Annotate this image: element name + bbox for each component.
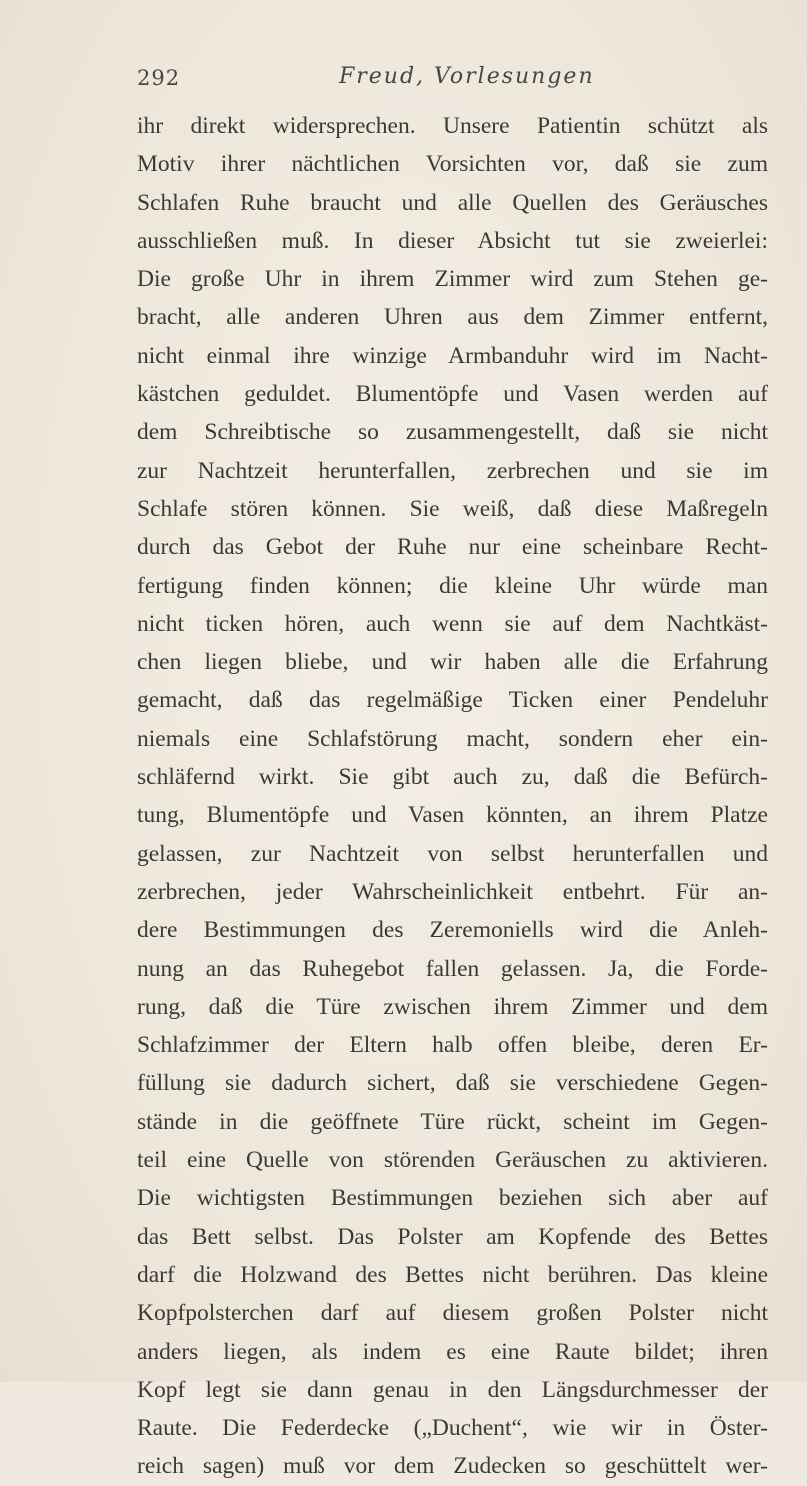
page-header (137, 62, 777, 102)
text-line: zerbrechen, jeder Wahrscheinlichkeit entbehrt. Für an- (137, 878, 768, 905)
text-line: nung an das Ruhegebot fallen gelassen. Ja, die Forde- (137, 955, 768, 982)
text-line: darf die Holzwand des Bettes nicht berühren. Das kleine (137, 1261, 768, 1288)
body-text (137, 107, 768, 1486)
text-line: ausschließen muß. In dieser Absicht tut sie zweierlei: (137, 227, 768, 254)
text-line: dem Schreibtische so zusammengestellt, daß sie nicht (137, 419, 768, 446)
text-line: das Bett selbst. Das Polster am Kopfende des Bettes (137, 1223, 768, 1250)
text-line: Kopfpolsterchen darf auf diesem großen Polster nicht (137, 1300, 768, 1327)
text-line: Die wichtigsten Bestimmungen beziehen sich aber auf (137, 1185, 768, 1212)
running-head: Freud, Vorlesungen (339, 64, 595, 89)
text-line: durch das Gebot der Ruhe nur eine scheinbare Recht- (137, 534, 768, 561)
text-line: reich sagen) muß vor dem Zudecken so geschüttelt wer- (137, 1453, 768, 1480)
text-line: gemacht, daß das regelmäßige Ticken einer Pendeluhr (137, 687, 768, 714)
text-line: stände in die geöffnete Türe rückt, scheint im Gegen- (137, 1108, 768, 1135)
page-number: 292 (137, 66, 181, 90)
text-line: Motiv ihrer nächtlichen Vorsichten vor, daß sie zum (137, 151, 768, 178)
text-line: anders liegen, als indem es eine Raute bildet; ihren (137, 1338, 768, 1365)
text-line: nicht ticken hören, auch wenn sie auf dem Nachtkäst- (137, 610, 768, 637)
text-line: zur Nachtzeit herunterfallen, zerbrechen und sie im (137, 457, 768, 484)
text-line: kästchen geduldet. Blumentöpfe und Vasen werden auf (137, 381, 768, 408)
text-line: Raute. Die Federdecke („Duchent“, wie wir in Öster- (137, 1415, 768, 1442)
text-line: Schlafzimmer der Eltern halb offen bleibe, deren Er- (137, 1032, 768, 1059)
text-line: niemals eine Schlafstörung macht, sondern eher ein- (137, 725, 768, 752)
text-line: teil eine Quelle von störenden Geräuschen zu aktivieren. (137, 1147, 768, 1174)
text-line: dere Bestimmungen des Zeremoniells wird die Anleh- (137, 917, 768, 944)
text-line: schläfernd wirkt. Sie gibt auch zu, daß die Befürch- (137, 764, 768, 791)
text-line: Die große Uhr in ihrem Zimmer wird zum Stehen ge- (137, 266, 768, 293)
text-line: tung, Blumentöpfe und Vasen könnten, an ihrem Platze (137, 802, 768, 829)
text-line: Schlafe stören können. Sie weiß, daß diese Maßregeln (137, 495, 768, 522)
text-line: fertigung finden können; die kleine Uhr würde man (137, 572, 768, 599)
text-line: ihr direkt widersprechen. Unsere Patientin schützt als (137, 113, 768, 139)
text-line: füllung sie dadurch sichert, daß sie verschiedene Gegen- (137, 1070, 768, 1097)
text-line: chen liegen bliebe, und wir haben alle die Erfahrung (137, 649, 768, 676)
text-line: rung, daß die Türe zwischen ihrem Zimmer und dem (137, 993, 768, 1020)
text-line: Kopf legt sie dann genau in den Längsdurchmesser der (137, 1376, 768, 1403)
text-line: Schlafen Ruhe braucht und alle Quellen des Geräusches (137, 189, 768, 216)
text-line: gelassen, zur Nachtzeit von selbst herunterfallen und (137, 840, 768, 867)
text-line: bracht, alle anderen Uhren aus dem Zimmer entfernt, (137, 304, 768, 331)
text-line: nicht einmal ihre winzige Armbanduhr wird im Nacht- (137, 342, 768, 369)
